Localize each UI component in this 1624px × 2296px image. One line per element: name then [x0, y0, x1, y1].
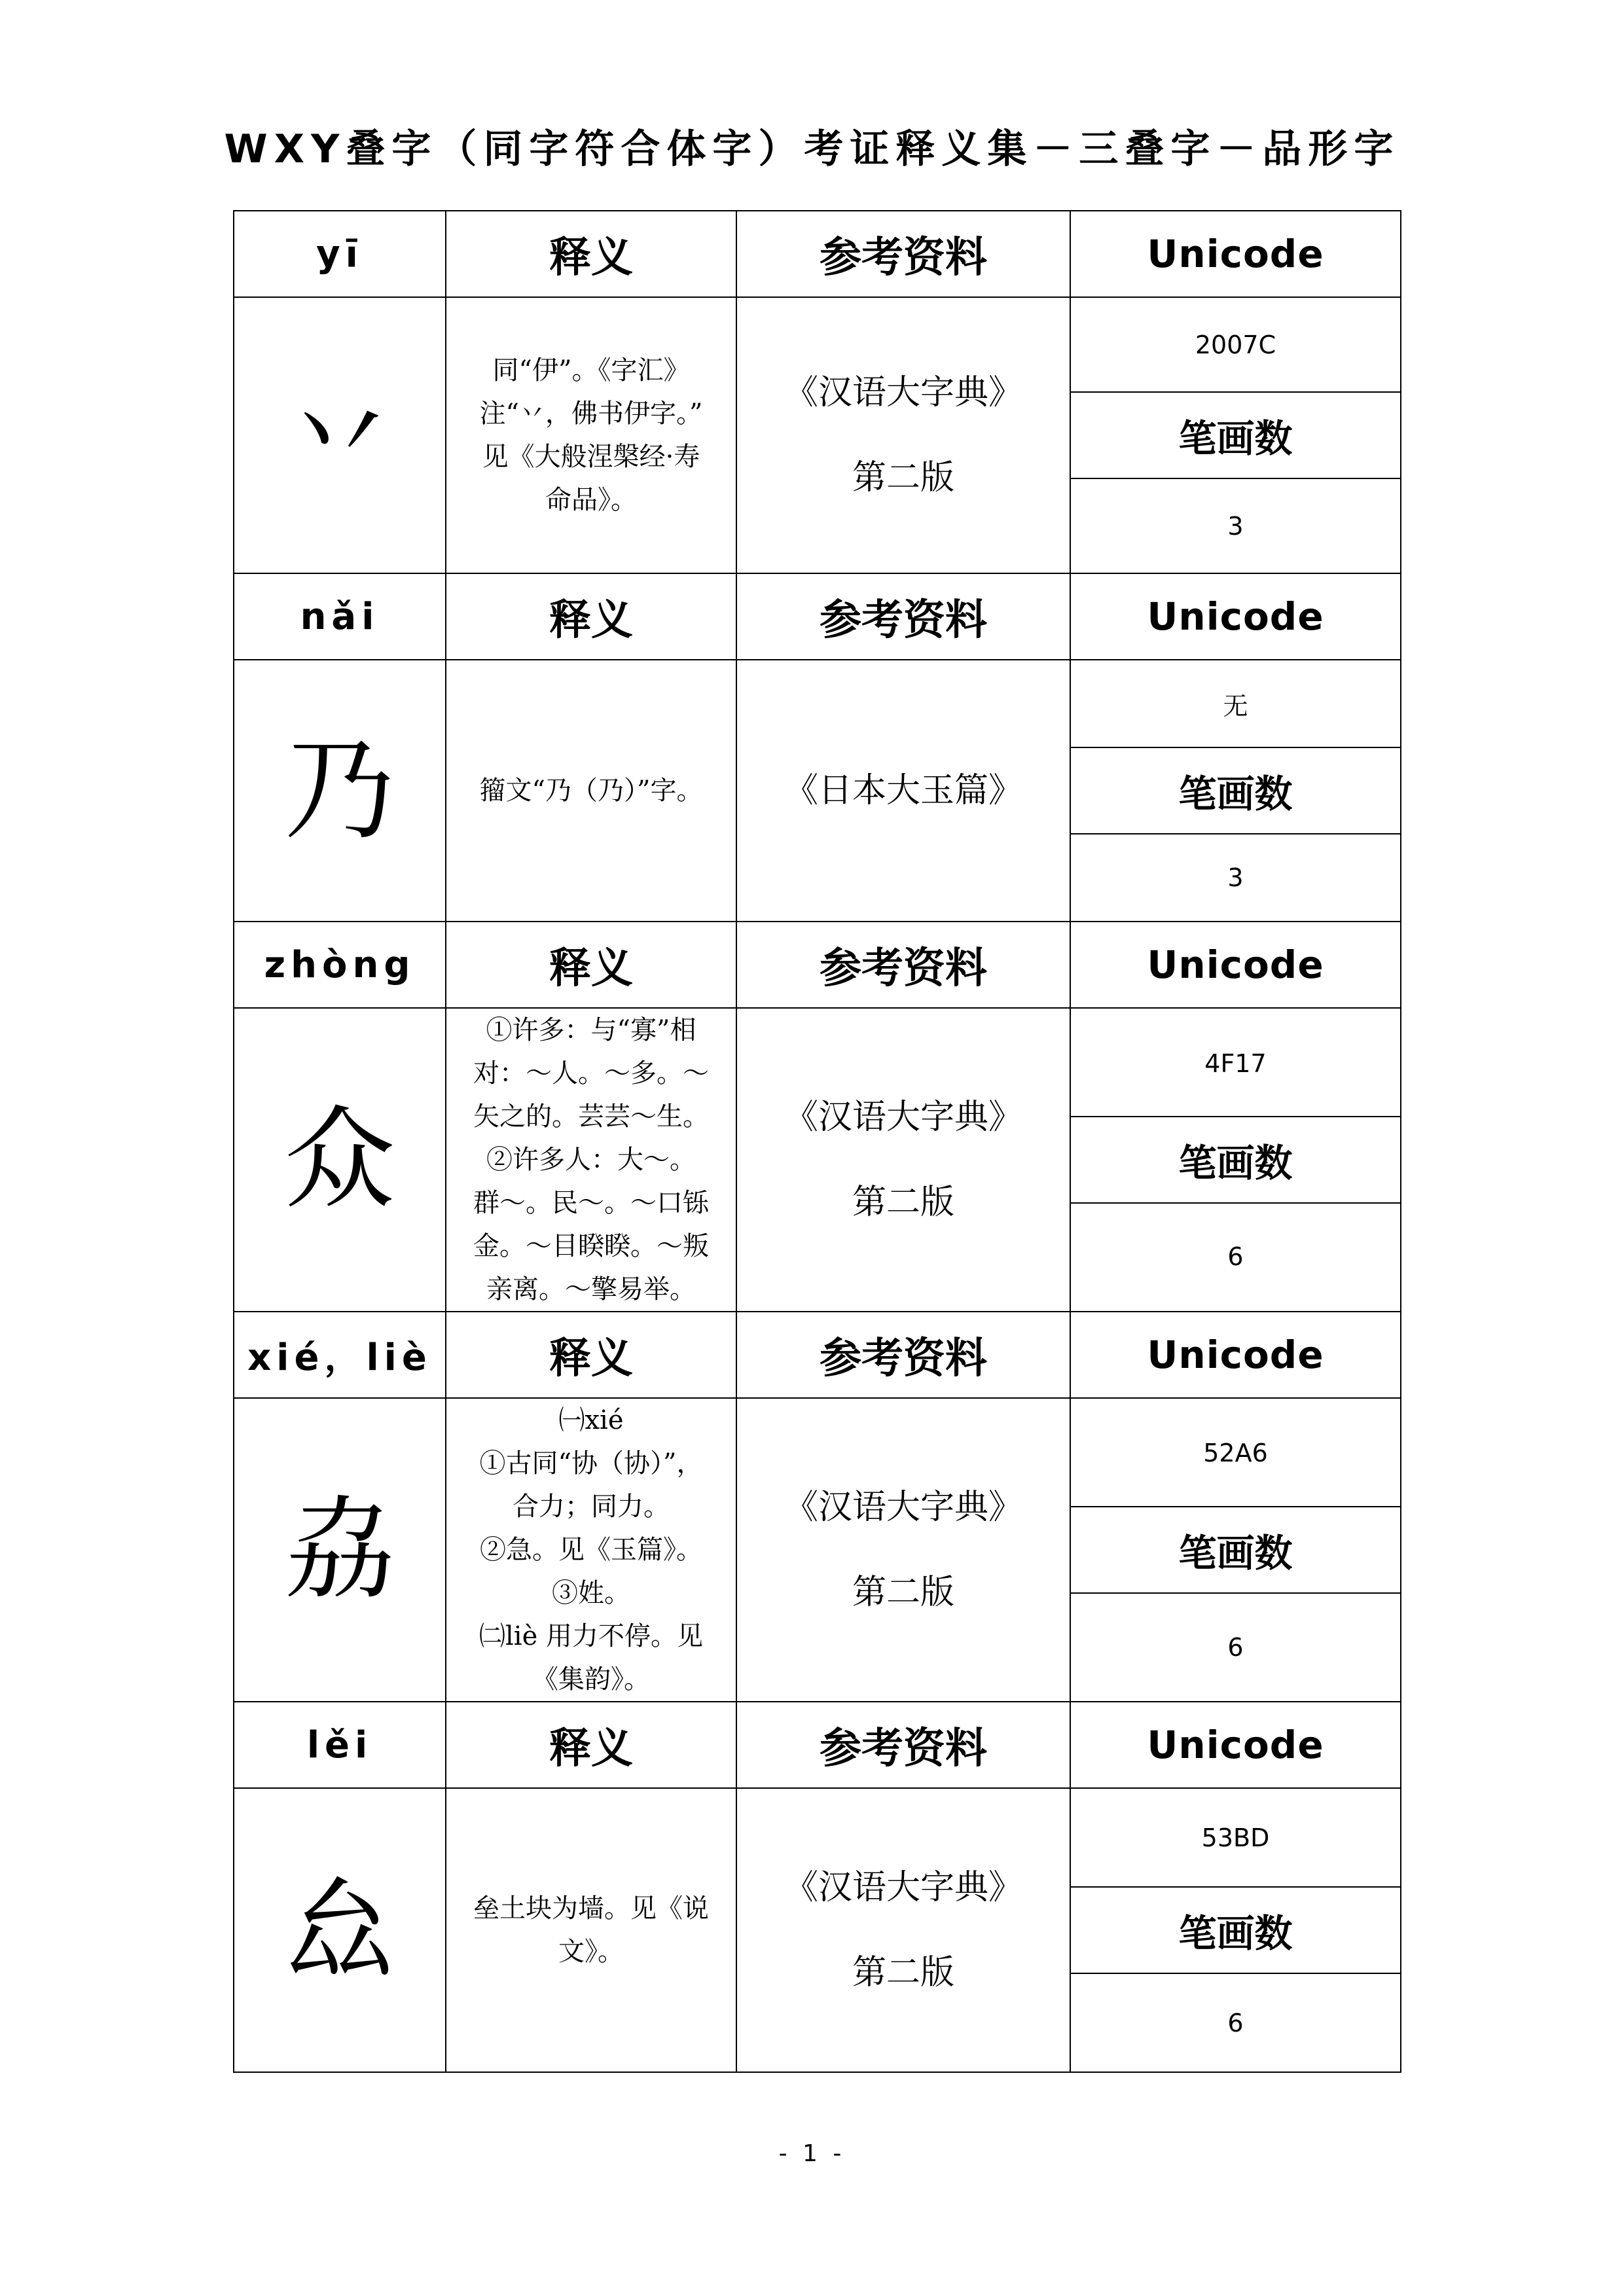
stroke-count-label: 笔画数 — [1071, 747, 1400, 834]
reference-line: 第二版 — [852, 1953, 954, 1992]
entry-content-row — [234, 1008, 1401, 1312]
meaning-line: ①古同“协（协）”， — [479, 1448, 703, 1479]
meaning-line: ①许多：与“寡”相 — [486, 1015, 696, 1045]
character-glyph: 厽 — [234, 1788, 446, 2072]
pinyin-cell: xié，liè — [234, 1312, 446, 1398]
stroke-count-value: 6 — [1227, 1242, 1244, 1271]
meaning-line: 亲离。～擎易举。 — [486, 1274, 696, 1304]
reference-header: 参考资料 — [736, 573, 1070, 660]
meaning-line: 同“伊”。《字汇》 — [492, 355, 690, 386]
meaning-cell — [446, 660, 736, 922]
code-cell — [1070, 1008, 1401, 1312]
meaning-line: 命品》。 — [545, 485, 637, 515]
code-subtable — [1071, 1011, 1400, 1309]
code-cell — [1070, 1788, 1401, 2072]
meaning-line: 文》。 — [558, 1937, 624, 1967]
meaning-line: ②急。见《玉篇》。 — [480, 1535, 702, 1565]
pinyin-cell: nǎi — [234, 573, 446, 660]
code-subtable — [1071, 1399, 1400, 1700]
meaning-cell — [446, 1788, 736, 2072]
character-glyph: 丷 — [234, 297, 446, 573]
reference-cell — [736, 1398, 1070, 1702]
reference-cell — [736, 297, 1070, 573]
reference-line: 第二版 — [852, 458, 954, 497]
unicode-header: Unicode — [1070, 922, 1401, 1008]
code-subtable — [1071, 298, 1400, 573]
code-cell — [1070, 660, 1401, 922]
reference-header: 参考资料 — [736, 1312, 1070, 1398]
meaning-header: 释义 — [446, 922, 736, 1008]
unicode-value: 53BD — [1071, 1789, 1400, 1887]
stroke-count-label: 笔画数 — [1071, 1117, 1400, 1203]
reference-cell — [736, 1788, 1070, 2072]
meaning-line: 垒土块为墙。见《说 — [473, 1893, 709, 1924]
reference-line: 《日本大玉篇》 — [784, 771, 1022, 810]
reference-line: 《汉语大字典》 — [784, 1868, 1022, 1907]
unicode-header: Unicode — [1070, 573, 1401, 660]
character-glyph: 劦 — [234, 1398, 446, 1702]
meaning-line: 见《大般涅槃经·寿 — [482, 442, 700, 472]
character-table — [233, 210, 1401, 2073]
code-cell — [1070, 297, 1401, 573]
entry-content-row — [234, 1788, 1401, 2072]
entry-content-row — [234, 1398, 1401, 1702]
meaning-line: ③姓。 — [552, 1578, 630, 1608]
meaning-line: 注“丷，佛书伊字。” — [479, 399, 703, 429]
stroke-count-value: 6 — [1227, 2008, 1244, 2037]
meaning-cell — [446, 1008, 736, 1312]
meaning-header: 释义 — [446, 1702, 736, 1788]
meaning-line: ㈠xié — [558, 1405, 624, 1435]
meaning-cell — [446, 1398, 736, 1702]
meaning-line: 对：～人。～多。～ — [473, 1058, 709, 1088]
reference-header: 参考资料 — [736, 211, 1070, 297]
meaning-header: 释义 — [446, 573, 736, 660]
meaning-line: 籀文“乃（乃）”字。 — [479, 776, 703, 806]
meaning-line: ②许多人：大～。 — [486, 1145, 696, 1175]
reference-line: 第二版 — [852, 1183, 954, 1222]
reference-line: 《汉语大字典》 — [784, 1098, 1022, 1137]
unicode-header: Unicode — [1070, 1702, 1401, 1788]
entry-header-row — [234, 1702, 1401, 1788]
code-subtable — [1071, 660, 1400, 921]
character-glyph: 乃 — [234, 660, 446, 922]
reference-cell — [736, 1008, 1070, 1312]
meaning-line: ㈡liè 用力不停。见 — [479, 1621, 703, 1651]
code-subtable — [1071, 1789, 1400, 2072]
code-cell — [1070, 1398, 1401, 1702]
reference-line: 《汉语大字典》 — [784, 373, 1022, 412]
stroke-count-label: 笔画数 — [1071, 1887, 1400, 1973]
entry-header-row — [234, 573, 1401, 660]
meaning-line: 合力；同力。 — [513, 1492, 670, 1522]
entry-content-row — [234, 297, 1401, 573]
reference-line: 《汉语大字典》 — [784, 1488, 1022, 1527]
page-number: - 1 - — [778, 2140, 846, 2167]
meaning-header: 释义 — [446, 211, 736, 297]
unicode-value: 4F17 — [1071, 1011, 1400, 1117]
entry-header-row — [234, 1312, 1401, 1398]
unicode-value: 52A6 — [1071, 1399, 1400, 1507]
stroke-count-value: 6 — [1227, 1632, 1244, 1662]
reference-header: 参考资料 — [736, 922, 1070, 1008]
stroke-count-label: 笔画数 — [1071, 392, 1400, 478]
unicode-header: Unicode — [1070, 211, 1401, 297]
reference-header: 参考资料 — [736, 1702, 1070, 1788]
entry-header-row — [234, 922, 1401, 1008]
meaning-line: 矢之的。芸芸～生。 — [473, 1102, 709, 1132]
stroke-count-value: 3 — [1227, 863, 1244, 892]
stroke-count-label: 笔画数 — [1071, 1507, 1400, 1593]
stroke-count-value: 3 — [1227, 511, 1244, 541]
pinyin-cell: zhòng — [234, 922, 446, 1008]
unicode-value: 2007C — [1071, 298, 1400, 392]
entry-header-row — [234, 211, 1401, 297]
pinyin-cell: yī — [234, 211, 446, 297]
meaning-line: 《集韵》。 — [532, 1664, 650, 1695]
unicode-value: 无 — [1071, 660, 1400, 747]
meaning-cell — [446, 297, 736, 573]
meaning-line: 金。～目睽睽。～叛 — [473, 1231, 709, 1261]
entry-content-row — [234, 660, 1401, 922]
reference-cell — [736, 660, 1070, 922]
pinyin-cell: lěi — [234, 1702, 446, 1788]
reference-line: 第二版 — [852, 1573, 954, 1612]
meaning-line: 群～。民～。～口铄 — [473, 1188, 709, 1218]
meaning-header: 释义 — [446, 1312, 736, 1398]
page-title: WXY叠字（同字符合体字）考证释义集－三叠字－品形字 — [224, 126, 1400, 172]
unicode-header: Unicode — [1070, 1312, 1401, 1398]
character-glyph: 众 — [234, 1008, 446, 1312]
